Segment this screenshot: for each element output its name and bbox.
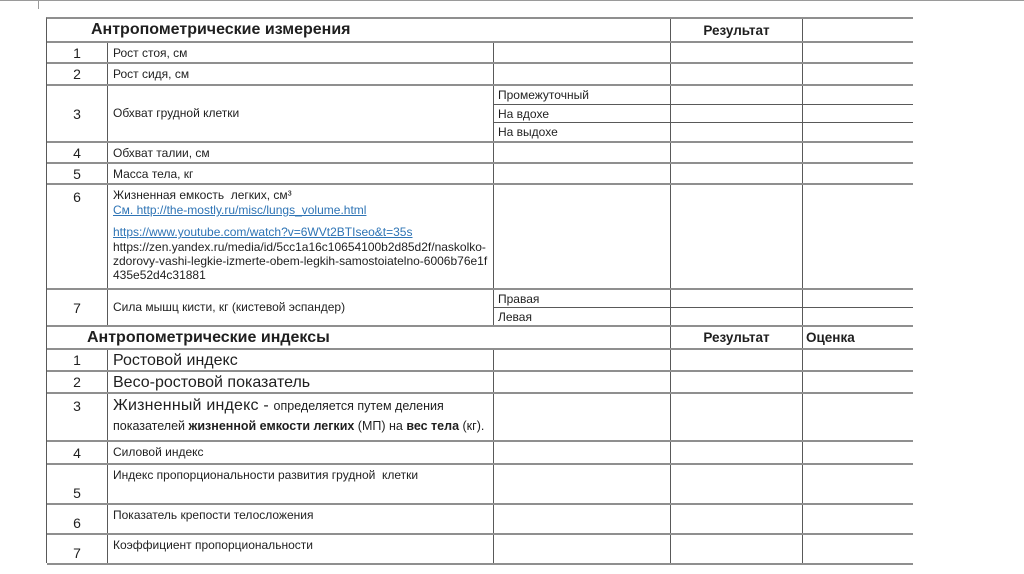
screen-edge-artifact [0,0,1024,1]
section2-title: Антропометрические индексы [47,327,671,348]
grade-cell [803,43,913,62]
table-row-sitting-height [47,64,913,86]
grade-cell [803,164,913,183]
row-label: Рост стоя, см [108,43,494,62]
sub-cell [494,442,671,463]
row-label: Ростовой индекс [108,350,494,370]
row-number: 3 [47,394,108,440]
result-cell [671,105,803,123]
row-label: Индекс пропорциональности развития грудной клетки [108,465,494,503]
table-row-lung-capacity [47,185,913,290]
row-description: (МП) на [354,418,407,433]
hand-strength-subrows [494,290,913,325]
sub-cell [494,43,671,62]
row-number: 4 [47,442,108,463]
row-number: 5 [47,164,108,183]
grade-cell [803,185,913,288]
result-cell [671,290,803,307]
result-cell [671,505,803,533]
section1-title: Антропометрические измерения [47,19,671,41]
grade-cell [803,372,913,392]
row-number: 7 [47,290,108,325]
anthropometry-table [46,17,913,563]
row-description-bold: вес тела [406,418,460,433]
lungs-volume-link[interactable]: См. http://the-mostly.ru/misc/lungs_volume.html [113,203,367,217]
grade-cell [803,442,913,463]
section2-header-row [47,327,913,350]
row-label: Силовой индекс [108,442,494,463]
sub-cell [494,64,671,84]
row-label: Обхват грудной клетки [108,86,494,141]
sub-label: Правая [494,290,671,307]
row-label: Обхват талии, см [108,143,494,162]
table-row-body-sturdiness-index [47,505,913,535]
grade-cell [803,535,913,563]
result-cell [671,465,803,503]
yandex-zen-url: https://zen.yandex.ru/media/id/5cc1a16c10654100b2d85d2f/naskolko-zdorovy-vashi-legkie-izmerte-obem-legkih-samostoiatelno-6006b76e1f435e52d4c31881 [113,240,488,282]
subrow-left-hand [494,308,913,325]
vital-index-cell [108,394,494,440]
table-row-waist-girth [47,143,913,164]
table-row-chest-proportionality-index [47,465,913,505]
row-number: 2 [47,64,108,84]
row-label: Рост сидя, см [108,64,494,84]
sub-label: Левая [494,308,671,325]
sub-cell [494,350,671,370]
screen-edge-artifact [38,0,39,9]
row-number: 7 [47,535,108,563]
sub-cell [494,143,671,162]
row-description: определяется путем деления показателей [113,399,444,433]
result-cell [671,442,803,463]
subrow-right-hand [494,290,913,308]
result-cell [671,185,803,288]
section1-header-row [47,19,913,43]
table-row-vital-index [47,394,913,442]
section1-result-header: Результат [671,19,803,41]
table-row-hand-strength [47,290,913,327]
grade-cell [803,465,913,503]
grade-cell [803,105,913,123]
row-number: 6 [47,185,108,288]
result-cell [671,86,803,104]
youtube-link[interactable]: https://www.youtube.com/watch?v=6WVt2BTIseo&t=35s [113,225,413,239]
sub-cell [494,185,671,288]
sub-label: Промежуточный [494,86,671,104]
sub-label: На вдохе [494,105,671,123]
section2-grade-header: Оценка [806,330,855,345]
table-row-body-mass [47,164,913,185]
row-number: 1 [47,43,108,62]
section2-result-header: Результат [671,327,803,348]
grade-cell [803,64,913,84]
result-cell [671,123,803,141]
result-cell [671,64,803,84]
result-cell [671,372,803,392]
row-description-bold: жизненной емкости легких [188,418,355,433]
row-label: Жизненный индекс - [113,397,274,414]
subrow-intermediate [494,86,913,105]
sub-cell [494,372,671,392]
table-row-weight-height-index [47,372,913,394]
grade-cell [803,350,913,370]
grade-cell [803,290,913,307]
grade-cell [803,123,913,141]
sub-cell [494,394,671,440]
row-label: Жизненная емкость легких, см³ [113,188,292,202]
row-description: (кг). [459,418,485,433]
grade-cell [803,505,913,533]
section1-header-empty-cell [803,19,913,41]
table-row-chest-girth [47,86,913,143]
sub-cell [494,164,671,183]
sub-cell [494,505,671,533]
subrow-exhale [494,123,913,141]
grade-cell [803,394,913,440]
grade-cell [803,86,913,104]
row-number: 6 [47,505,108,533]
row-label: Показатель крепости телосложения [108,505,494,533]
table-row-strength-index [47,442,913,465]
row-label: Коэффициент пропорциональности [108,535,494,563]
result-cell [671,43,803,62]
result-cell [671,394,803,440]
sub-label: На выдохе [494,123,671,141]
result-cell [671,143,803,162]
row-label: Масса тела, кг [108,164,494,183]
chest-girth-subrows [494,86,913,141]
row-number: 5 [47,465,108,503]
grade-cell [803,143,913,162]
table-row-proportionality-coefficient [47,535,913,565]
result-cell [671,535,803,563]
table-row-height-index [47,350,913,372]
row-label: Сила мышц кисти, кг (кистевой эспандер) [108,290,494,325]
lung-capacity-cell [108,185,494,288]
row-number: 3 [47,86,108,141]
row-number: 1 [47,350,108,370]
row-number: 2 [47,372,108,392]
subrow-inhale [494,105,913,124]
row-number: 4 [47,143,108,162]
result-cell [671,164,803,183]
grade-cell [803,308,913,325]
result-cell [671,308,803,325]
row-label: Весо-ростовой показатель [108,372,494,392]
table-row-standing-height [47,43,913,64]
sub-cell [494,465,671,503]
sub-cell [494,535,671,563]
result-cell [671,350,803,370]
